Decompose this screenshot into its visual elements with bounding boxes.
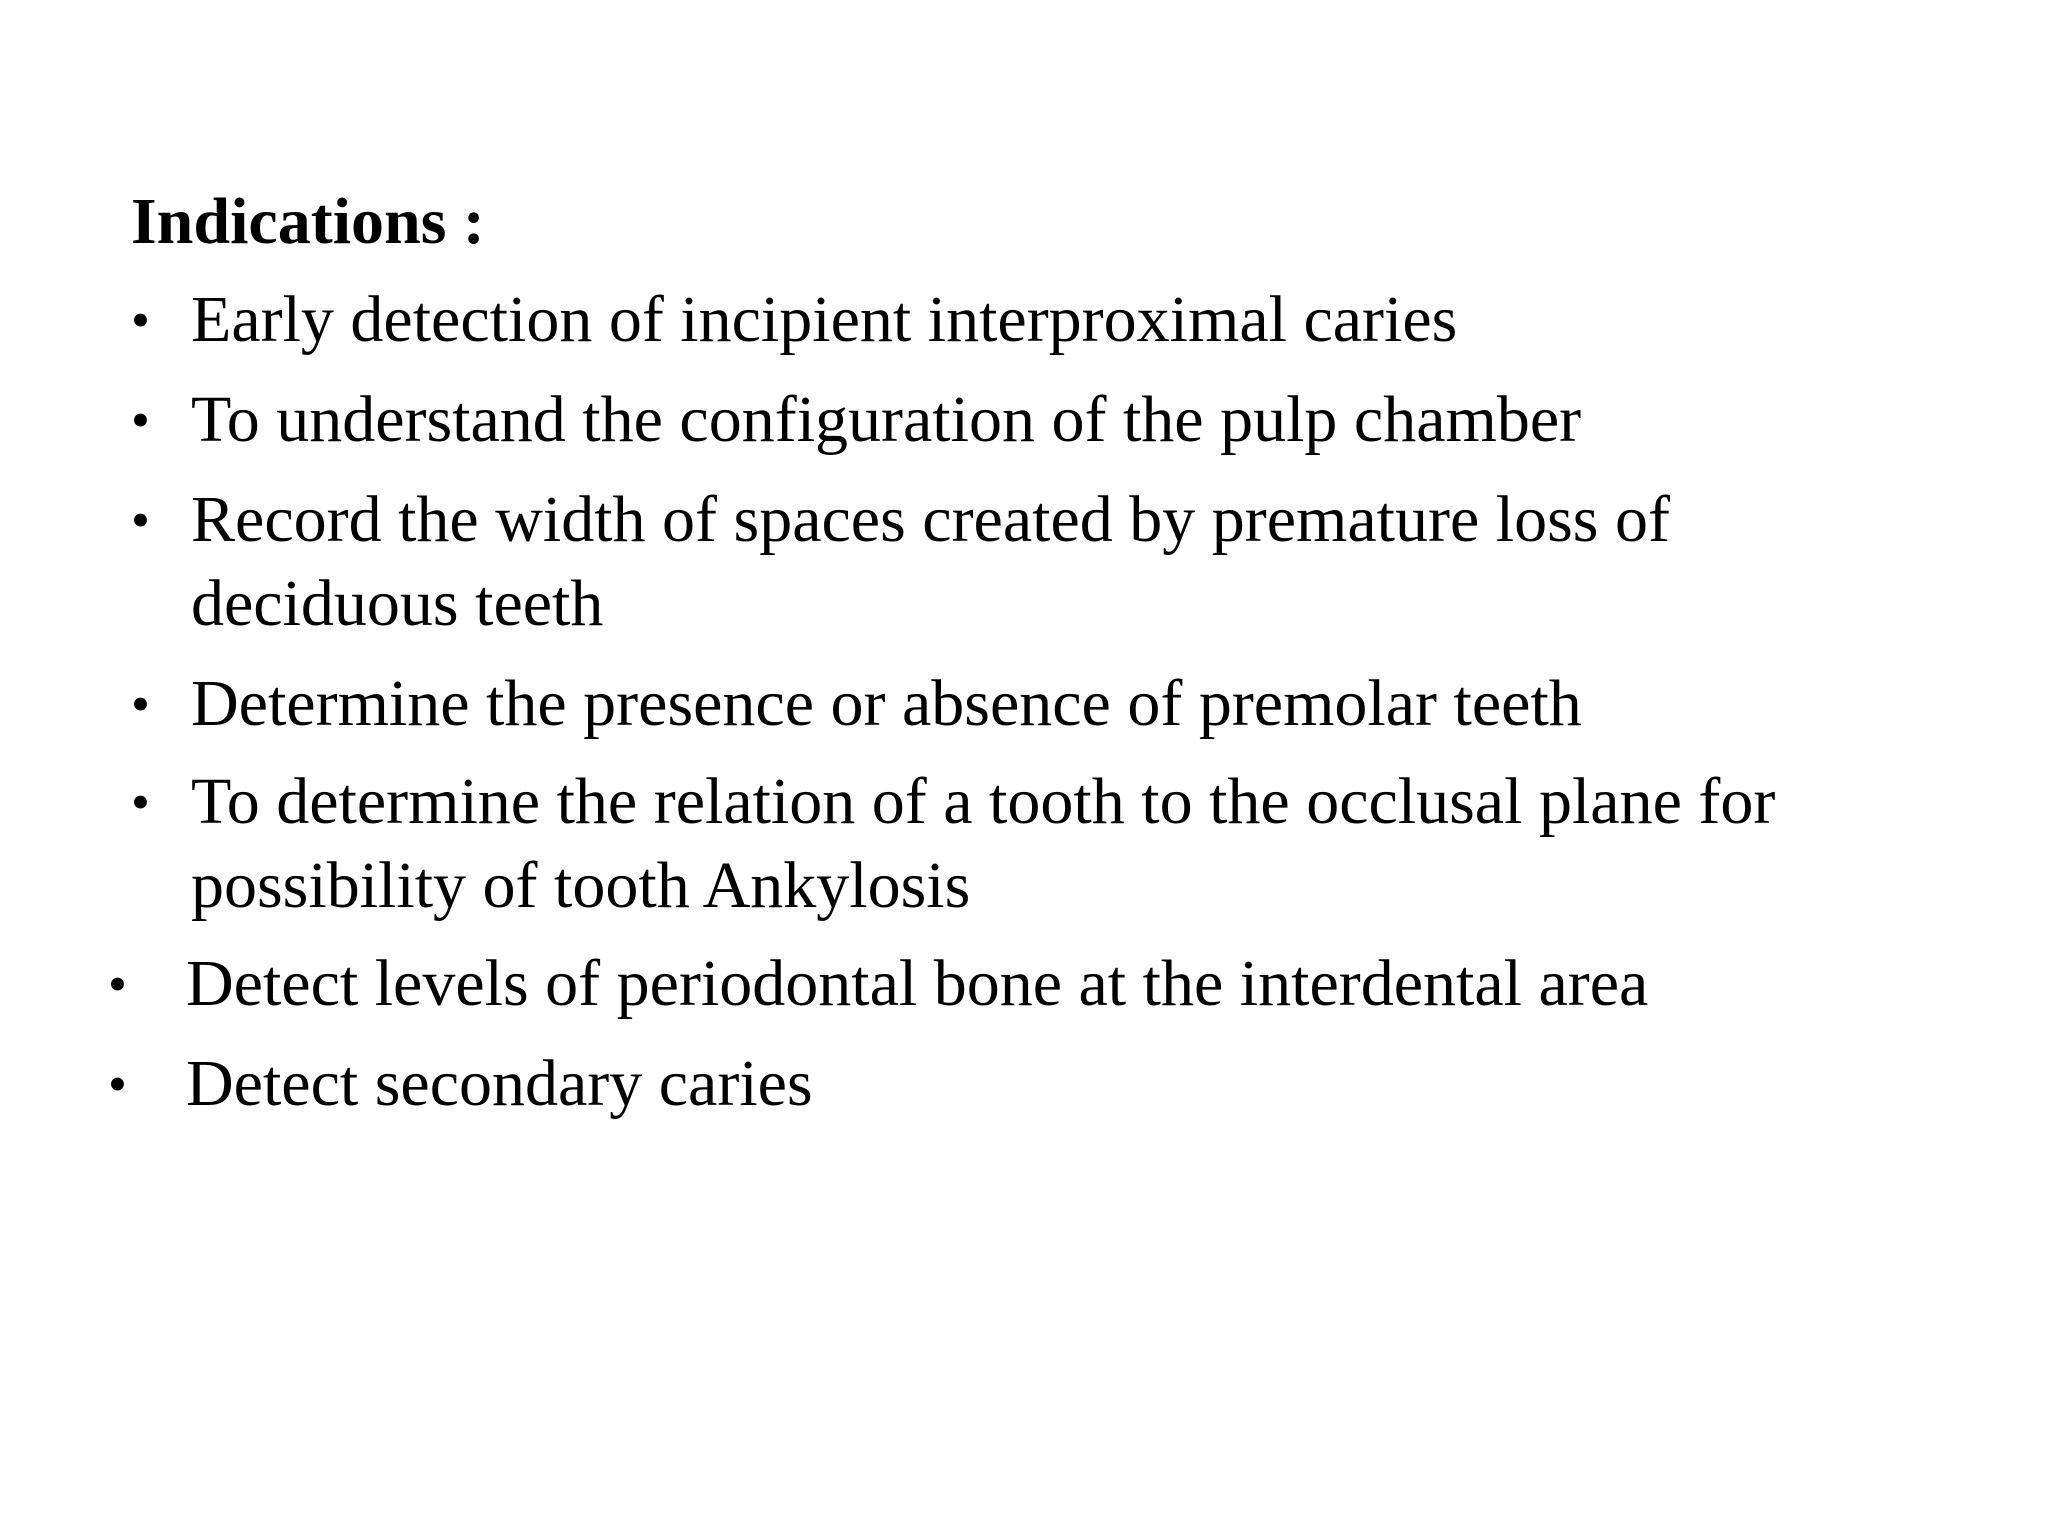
list-item-text: Record the width of spaces created by premature loss of (191, 483, 1670, 556)
bullet-icon: • (131, 290, 150, 350)
bullet-icon: • (131, 490, 150, 550)
list-item-text: Detect secondary caries (186, 1047, 813, 1120)
list-item-text: Determine the presence or absence of premolar teeth (191, 667, 1582, 740)
list-item-text-continued: deciduous teeth (191, 567, 604, 640)
bullet-icon: • (131, 674, 150, 734)
list-item-text: To determine the relation of a tooth to the occlusal plane for (191, 765, 1776, 838)
bullet-icon: • (108, 954, 127, 1014)
list-item-text: Detect levels of periodontal bone at the interdental area (186, 947, 1649, 1020)
bullet-icon: • (131, 390, 150, 450)
list-item-text-continued: possibility of tooth Ankylosis (191, 849, 971, 922)
bullet-icon: • (108, 1054, 127, 1114)
list-item-text: To understand the configuration of the pulp chamber (191, 383, 1582, 456)
bullet-icon: • (131, 772, 150, 832)
list-item-text: Early detection of incipient interproximal caries (191, 283, 1458, 356)
indications-heading: Indications : (131, 185, 485, 258)
